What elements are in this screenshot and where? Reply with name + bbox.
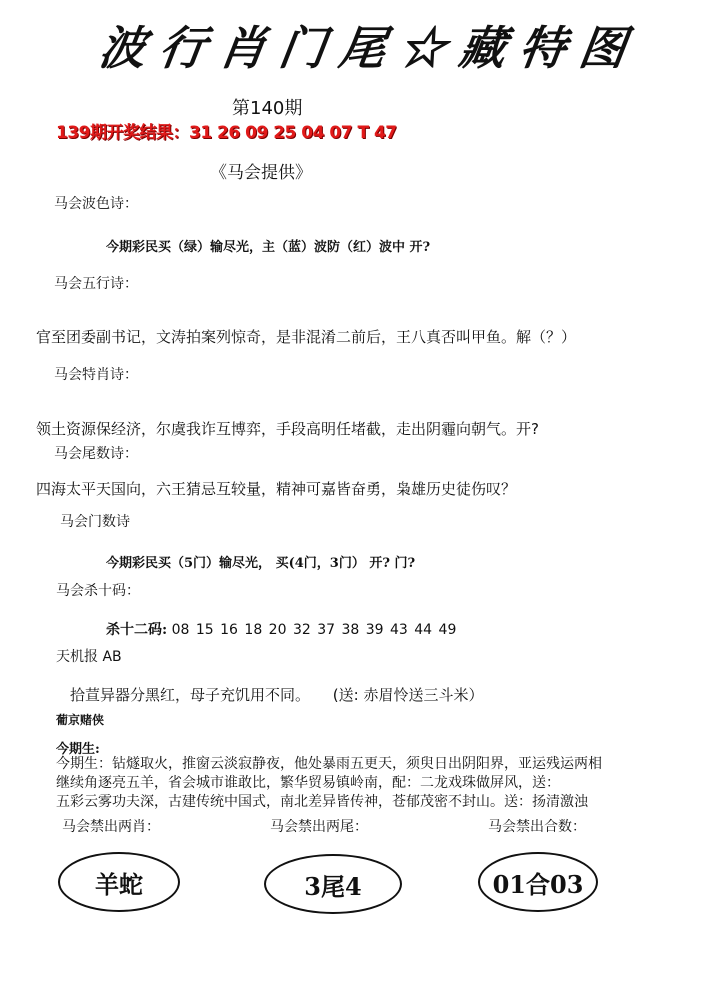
five-elements-poem: 官至团委副书记，文涛拍案列惊奇，是非混淆二前后，王八真否叫甲鱼。解（？） xyxy=(36,328,577,346)
kill-ten-label: 马会杀十码： xyxy=(56,583,140,599)
kill-twelve-label: 杀十二码: xyxy=(106,622,168,638)
wave-color-label: 马会波色诗： xyxy=(54,196,138,212)
this-period-line: 今期生：钻燧取火，推窗云淡寂静夜，他处暴雨五更天，须臾日出阴阳界，亚运残运两相 xyxy=(56,756,602,772)
kill-twelve-numbers: 08 15 16 18 20 32 37 38 39 43 44 49 xyxy=(171,622,457,638)
tail-number-label: 马会尾数诗： xyxy=(54,446,138,462)
this-period-text xyxy=(56,755,602,812)
ban-tail-label: 马会禁出两尾： xyxy=(270,819,368,835)
door-number-poem: 今期彩民买（5门）输尽光， 买(4门，3门） 开? 门? xyxy=(106,556,416,571)
door-number-label: 马会门数诗 xyxy=(60,514,130,530)
tail-number-poem: 四海太平天国向，六王猜忌互较量，精神可嘉皆奋勇，枭雄历史徒伤叹？ xyxy=(36,480,517,498)
this-period-line: 五彩云雾功夫深，古建传统中国式，南北差异皆传神，苍郁茂密不封山。送：扬清激浊 xyxy=(56,794,588,810)
pujing-label: 葡京赌侠 xyxy=(56,713,105,727)
tianji-gift: (送: 赤眉怜送三斗米） xyxy=(332,686,484,704)
ban-sum-value: 01合03 xyxy=(478,852,598,912)
issue-number: 第140期 xyxy=(232,98,303,119)
tianji-text: 拾荁异器分黑红，母子充饥用不同。 xyxy=(70,686,311,704)
ban-zodiac-label: 马会禁出两肖： xyxy=(62,819,160,835)
ban-tail-value: 3尾4 xyxy=(264,854,402,914)
provider-note: 《马会提供》 xyxy=(210,163,312,183)
ban-zodiac-value: 羊蛇 xyxy=(58,852,180,912)
last-draw-result: 139期开奖结果：31 26 09 25 04 07 T 47 xyxy=(56,123,397,143)
this-period-label: 今期生: xyxy=(56,742,100,757)
zodiac-poem: 领土资源保经济，尔虞我诈互博弈，手段高明任堵截，走出阴霾向朝气。开? xyxy=(36,420,539,438)
zodiac-label: 马会特肖诗： xyxy=(54,367,138,383)
wave-color-poem: 今期彩民买（绿）输尽光，主（蓝）波防（红）波中 开? xyxy=(106,240,431,255)
page-title: 波行肖门尾☆藏特图 xyxy=(95,21,644,75)
ban-sum-label: 马会禁出合数： xyxy=(488,819,586,835)
tianji-row xyxy=(70,684,483,705)
kill-twelve-row xyxy=(106,619,456,639)
five-elements-label: 马会五行诗： xyxy=(54,276,138,292)
tianji-label: 天机报 AB xyxy=(56,649,122,665)
this-period-line: 继续角逐亮五羊，省会城市谁敢比，繁华贸易镇岭南，配：二龙戏珠做屏风，送： xyxy=(56,775,560,791)
